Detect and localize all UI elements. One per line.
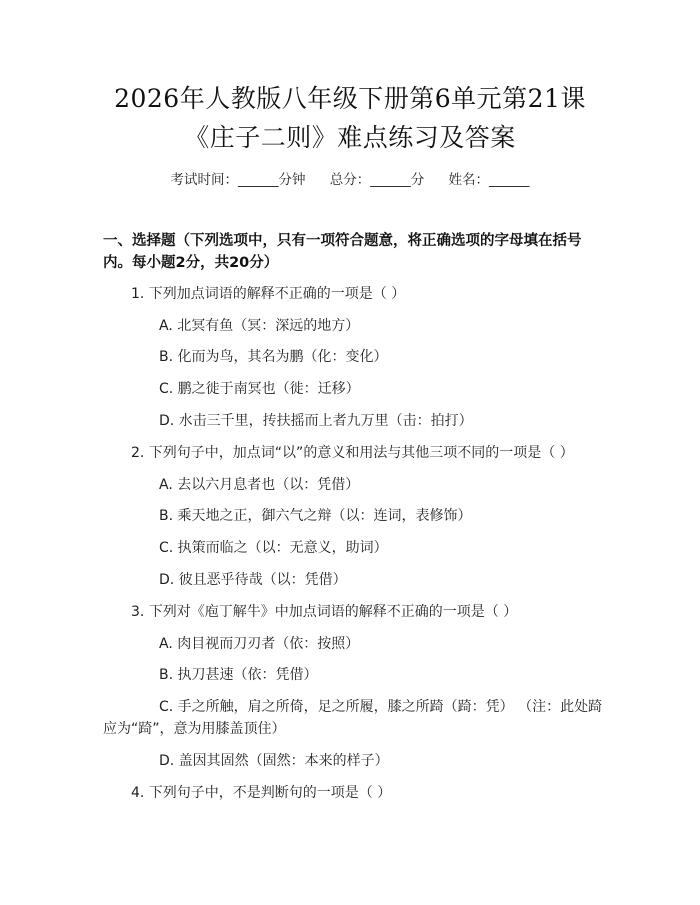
- document-title-line2: 《庄子二则》难点练习及答案: [184, 123, 516, 152]
- question-3-option-c-line2: 应为“踦”，意为用膝盖顶住）: [103, 721, 286, 737]
- question-2-option-c: C. 执策而临之（以：无意义，助词）: [159, 540, 388, 556]
- question-2-option-b: B. 乘天地之正，御六气之辩（以：连词，表修饰）: [159, 508, 472, 524]
- document-title-line1: 2026年人教版八年级下册第6单元第21课: [114, 84, 586, 113]
- question-3-option-d: D. 盖因其固然（固然：本来的样子）: [159, 753, 389, 769]
- question-4-stem: 4. 下列句子中，不是判断句的一项是（ ）: [131, 785, 392, 801]
- exam-time-field: 考试时间：______分钟: [170, 172, 306, 188]
- section-heading-multiple-choice: 一、选择题（下列选项中，只有一项符合题意，将正确选项的字母填在括号内。每小题2分，共20分）: [103, 233, 582, 271]
- student-name-field: 姓名：______: [448, 172, 530, 188]
- question-2-option-d: D. 彼且恶乎待哉（以：凭借）: [159, 572, 347, 588]
- question-2-stem: 2. 下列句子中，加点词“以”的意义和用法与其他三项不同的一项是（ ）: [131, 445, 574, 461]
- total-score-field: 总分：______分: [329, 172, 425, 188]
- question-2-option-a: A. 去以六月息者也（以：凭借）: [159, 477, 360, 493]
- question-3-option-a: A. 肉目视而刀刃者（依：按照）: [159, 636, 360, 652]
- question-1-option-a: A. 北冥有鱼（冥：深远的地方）: [159, 318, 360, 334]
- question-1-option-b: B. 化而为鸟，其名为鹏（化：变化）: [159, 349, 388, 365]
- question-3-option-b: B. 执刀甚速（依：凭借）: [159, 667, 318, 683]
- exam-meta: [0, 168, 700, 188]
- question-1-option-c: C. 鹏之徙于南冥也（徙：迁移）: [159, 381, 360, 397]
- question-1-stem: 1. 下列加点词语的解释不正确的一项是（ ）: [131, 286, 406, 302]
- question-3-option-c-line1: C. 手之所触，肩之所倚，足之所履，膝之所踦（踦：凭） （注：此处踦: [159, 699, 603, 715]
- question-3-stem: 3. 下列对《庖丁解牛》中加点词语的解释不正确的一项是（ ）: [131, 604, 518, 620]
- question-1-option-d: D. 水击三千里，抟扶摇而上者九万里（击：拍打）: [159, 413, 473, 429]
